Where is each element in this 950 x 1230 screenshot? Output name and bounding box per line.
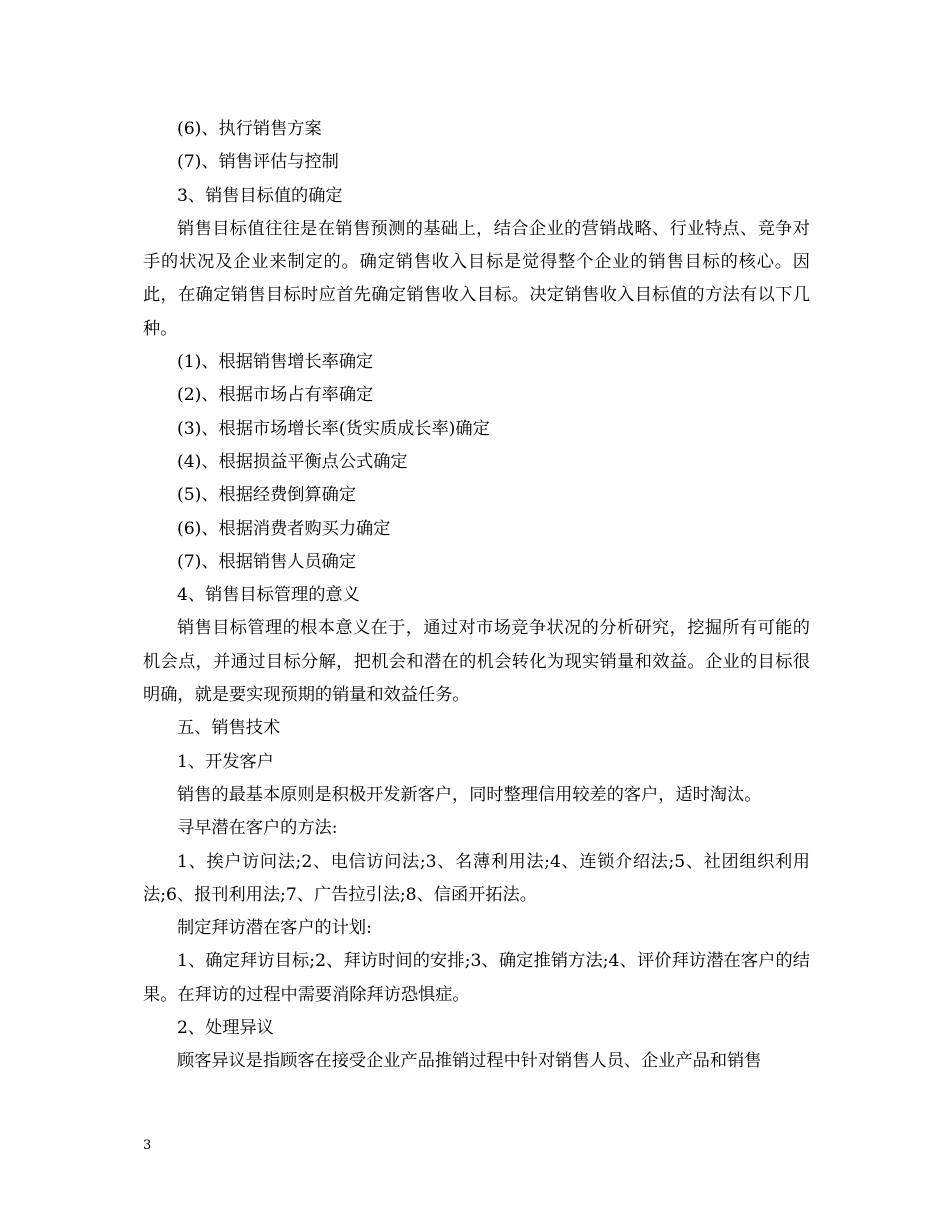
paragraph-13: 销售目标管理的根本意义在于，通过对市场竞争状况的分析研究，挖掘所有可能的机会点，并通过目标分解，把机会和潜在的机会转化为现实销量和效益。企业的目标很明确，就是要实现预期的销量和效益任务。 [143,618,810,706]
section-heading-3: 3、销售目标值的确定 [177,185,343,206]
page-number: 3 [143,1138,152,1153]
paragraph-4: 销售目标值往往是在销售预测的基础上，结合企业的营销战略、行业特点、竞争对手的状况及企业来制定的。确定销售收入目标是觉得整个企业的销售目标的核心。因此，在确定销售目标时应首先确定销售收入目标。决定销售收入目标值的方法有以下几种。 [143,218,810,339]
subsection-heading-2: 2、处理异议 [177,1018,274,1039]
section-heading-4: 4、销售目标管理的意义 [177,585,360,606]
chapter-heading-5: 五、销售技术 [177,718,281,739]
list-item-6: (6)、根据消费者购买力确定 [177,518,391,539]
paragraph-16: 销售的最基本原则是积极开发新客户，同时整理信用较差的客户，适时淘汰。 [177,784,762,805]
paragraph-19: 制定拜访潜在客户的计划: [177,918,372,939]
paragraph-17: 寻早潜在客户的方法: [177,818,338,839]
list-item-3: (3)、根据市场增长率(货实质成长率)确定 [177,418,490,439]
paragraph-1: (6)、执行销售方案 [177,119,322,139]
paragraph-2: (7)、销售评估与控制 [177,152,339,173]
list-item-4: (4)、根据损益平衡点公式确定 [177,451,408,472]
document-body [143,113,810,1079]
paragraph-20: 1、确定拜访目标;2、拜访时间的安排;3、确定推销方法;4、评价拜访潜在客户的结果。在拜访的过程中需要消除拜访恐惧症。 [143,951,810,1005]
list-item-1: (1)、根据销售增长率确定 [177,352,374,373]
list-item-2: (2)、根据市场占有率确定 [177,385,374,406]
list-item-5: (5)、根据经费倒算确定 [177,485,357,506]
paragraph-18: 1、挨户访问法;2、电信访问法;3、名薄利用法;4、连锁介绍法;5、社团组织利用法;6、报刊利用法;7、广告拉引法;8、信函开拓法。 [143,851,810,905]
subsection-heading-1: 1、开发客户 [177,751,274,772]
list-item-7: (7)、根据销售人员确定 [177,551,357,572]
paragraph-22: 顾客异议是指顾客在接受企业产品推销过程中针对销售人员、企业产品和销售 [177,1051,762,1072]
